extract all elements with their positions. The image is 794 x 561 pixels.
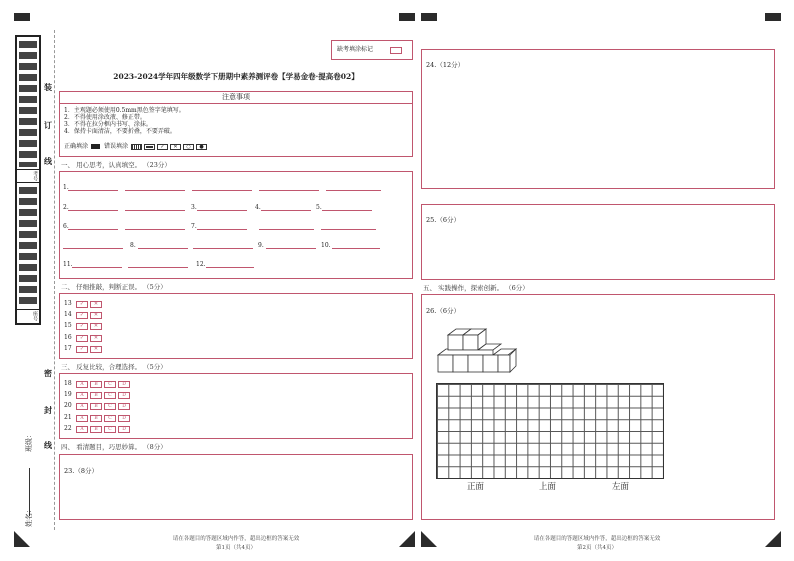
exam-number-cells (19, 39, 37, 167)
q23-box[interactable] (59, 454, 413, 520)
notice-item-3: 3．不得在拉分框内书写、涂抹。 (64, 121, 152, 128)
binding-dashed-line (54, 30, 55, 530)
blank-8a[interactable] (63, 248, 123, 249)
footer-page-2: 第2页（共4页） (577, 545, 617, 551)
choice-option-2[interactable]: C (104, 403, 116, 410)
blank-label-5: 5. (316, 204, 322, 211)
fill-example-wrong-label: 错误填涂 (104, 143, 129, 150)
blank-7b[interactable] (259, 229, 314, 230)
choice-option-3[interactable]: D (118, 426, 130, 433)
binding-char-4: 密 (44, 368, 52, 378)
blank-label-12: 12. (196, 261, 206, 268)
choice-option-3[interactable]: D (118, 403, 130, 410)
blank-1e[interactable] (326, 190, 381, 191)
fill-example-wrong-2 (144, 144, 155, 150)
judge-true-option[interactable]: ✓ (76, 323, 88, 330)
fill-example-correct-label: 正确填涂 (64, 143, 89, 150)
binding-char-5: 封 (44, 405, 52, 415)
judge-true-option[interactable]: ✓ (76, 335, 88, 342)
blank-label-9: 9. (258, 242, 264, 249)
judge-true-option[interactable]: ✓ (76, 301, 88, 308)
section-5-title: 五、 实践操作，探索创新。 （6分） (423, 284, 529, 292)
notice-item-4: 4．保持卡面清洁，不要折叠，不要弄破。 (64, 128, 176, 135)
q24-box[interactable] (421, 49, 775, 189)
binding-char-2: 订 (44, 120, 52, 130)
choice-option-2[interactable]: C (104, 415, 116, 422)
choice-number: 19 (64, 391, 72, 399)
blank-10[interactable] (332, 248, 380, 249)
view-label-front: 正面 (467, 482, 485, 492)
blank-3[interactable] (197, 210, 247, 211)
choice-option-1[interactable]: B (90, 403, 102, 410)
choice-option-0[interactable]: A (76, 415, 88, 422)
binding-char-3: 线 (44, 156, 52, 166)
seat-number-cells (19, 185, 37, 305)
choice-option-0[interactable]: A (76, 392, 88, 399)
choice-option-0[interactable]: A (76, 403, 88, 410)
fill-example-wrong-5: ○ (183, 144, 194, 150)
fill-example-wrong-3: ✓ (157, 144, 168, 150)
corner-mark-tl (14, 13, 30, 21)
choice-number: 18 (64, 380, 72, 387)
blank-label-8: 8. (130, 242, 136, 249)
choice-option-1[interactable]: B (90, 415, 102, 422)
notice-item-1: 1．主观题必须使用0.5mm黑色签字笔填写。 (64, 107, 185, 114)
judge-true-option[interactable]: ✓ (76, 312, 88, 319)
corner-mark-tm2 (421, 13, 437, 21)
judge-false-option[interactable]: ✕ (90, 312, 102, 319)
exam-title: 2023-2024学年四年级数学下册期中素养测评卷【学易金卷·提高卷02】 (113, 72, 359, 81)
section-3-title: 三、 反复比较，合理选择。 （5分） (61, 363, 167, 371)
name-label: 姓名： (25, 506, 33, 527)
blank-1b[interactable] (125, 190, 185, 191)
blank-label-4: 4. (255, 204, 261, 211)
judge-false-option[interactable]: ✕ (90, 346, 102, 353)
fill-example-wrong-6: ● (196, 144, 207, 150)
blank-label-11: 11. (63, 261, 73, 268)
q23-label: 23.（8分） (64, 467, 98, 475)
blank-4[interactable] (261, 210, 311, 211)
q24-label: 24.（12分） (426, 61, 465, 69)
q25-box[interactable] (421, 204, 775, 280)
footer-note-2: 请在各题目的答题区域内作答，超出边框的答案无效 (533, 536, 661, 542)
judge-false-option[interactable]: ✕ (90, 301, 102, 308)
binding-char-1: 装 (44, 82, 52, 92)
choice-option-3[interactable]: D (118, 381, 130, 388)
blank-12[interactable] (206, 267, 254, 268)
choice-option-2[interactable]: C (104, 381, 116, 388)
binding-char-6: 线 (44, 440, 52, 450)
choice-option-3[interactable]: D (118, 392, 130, 399)
judge-false-option[interactable]: ✕ (90, 335, 102, 342)
blank-1a[interactable] (68, 190, 118, 191)
blank-label-7: 7. (191, 223, 197, 230)
footer-page-1: 第1页（共4页） (216, 545, 256, 551)
notice-box (59, 91, 413, 157)
q25-label: 25.（6分） (426, 216, 460, 224)
section-1-title: 一、 用心思考，认真填空。 （23分） (61, 161, 171, 169)
blank-2b[interactable] (125, 210, 185, 211)
choice-option-1[interactable]: B (90, 392, 102, 399)
judge-true-option[interactable]: ✓ (76, 346, 88, 353)
class-label: 班级： (25, 431, 33, 452)
choice-option-1[interactable]: B (90, 381, 102, 388)
fill-example-wrong-1 (131, 144, 142, 150)
exam-number-label: 考号 (17, 169, 39, 183)
blank-6a[interactable] (68, 229, 118, 230)
blank-7c[interactable] (321, 229, 376, 230)
fill-example-wrong-4: ✕ (170, 144, 181, 150)
absent-mark-cell[interactable] (390, 47, 402, 54)
notice-title: 注意事项 (60, 92, 412, 104)
blank-11b[interactable] (128, 267, 188, 268)
choice-option-2[interactable]: C (104, 426, 116, 433)
exam-number-grid (15, 35, 41, 325)
blank-8c[interactable] (193, 248, 253, 249)
blank-label-2: 2. (63, 204, 69, 211)
judge-number: 13 (64, 300, 72, 307)
blank-2a[interactable] (68, 210, 118, 211)
section-2-title: 二、 仔细推敲，判断正误。 （5分） (61, 283, 167, 291)
blank-1d[interactable] (259, 190, 319, 191)
cube-figure (436, 327, 526, 373)
corner-triangle-bl (14, 531, 30, 547)
q26-box (421, 294, 775, 520)
blank-5[interactable] (322, 210, 372, 211)
judge-box (59, 293, 413, 359)
notice-item-2: 2．不得使用涂改液、修正带。 (64, 114, 146, 121)
blank-label-10: 10. (321, 242, 331, 249)
fill-blank-box (59, 171, 413, 279)
choice-option-1[interactable]: B (90, 426, 102, 433)
blank-1c[interactable] (192, 190, 252, 191)
corner-mark-tm1 (399, 13, 415, 21)
judge-number: 15 (64, 322, 72, 330)
blank-11a[interactable] (72, 267, 122, 268)
corner-mark-tr (765, 13, 781, 21)
q26-label: 26.（6分） (426, 307, 460, 315)
blank-9[interactable] (266, 248, 316, 249)
choice-option-0[interactable]: A (76, 426, 88, 433)
blank-label-3: 3. (191, 204, 197, 211)
absent-mark-box (331, 40, 413, 60)
judge-number: 17 (64, 344, 72, 352)
choice-number: 21 (64, 413, 72, 421)
choice-number: 22 (64, 424, 72, 432)
fill-example-correct (91, 144, 100, 149)
judge-number: 16 (64, 333, 72, 341)
blank-label-1: 1. (63, 184, 69, 191)
choice-number: 20 (64, 402, 72, 410)
judge-false-option[interactable]: ✕ (90, 323, 102, 330)
blank-label-6: 6. (63, 223, 69, 230)
blank-8b[interactable] (138, 248, 188, 249)
view-label-left: 左面 (612, 482, 630, 492)
section-4-title: 四、 看清题目，巧思妙算。 （8分） (61, 443, 167, 451)
judge-number: 14 (64, 311, 72, 319)
drawing-grid[interactable] (436, 383, 664, 479)
seat-label: 座号 (17, 309, 39, 322)
absent-mark-label: 缺考填涂标记 (337, 46, 374, 53)
view-label-top: 上面 (539, 482, 557, 492)
choice-box (59, 373, 413, 439)
choice-option-3[interactable]: D (118, 415, 130, 422)
choice-option-0[interactable]: A (76, 381, 88, 388)
blank-6b[interactable] (125, 229, 185, 230)
blank-7a[interactable] (197, 229, 247, 230)
choice-option-2[interactable]: C (104, 392, 116, 399)
footer-note-1: 请在各题目的答题区域内作答，超出边框的答案无效 (172, 536, 300, 542)
